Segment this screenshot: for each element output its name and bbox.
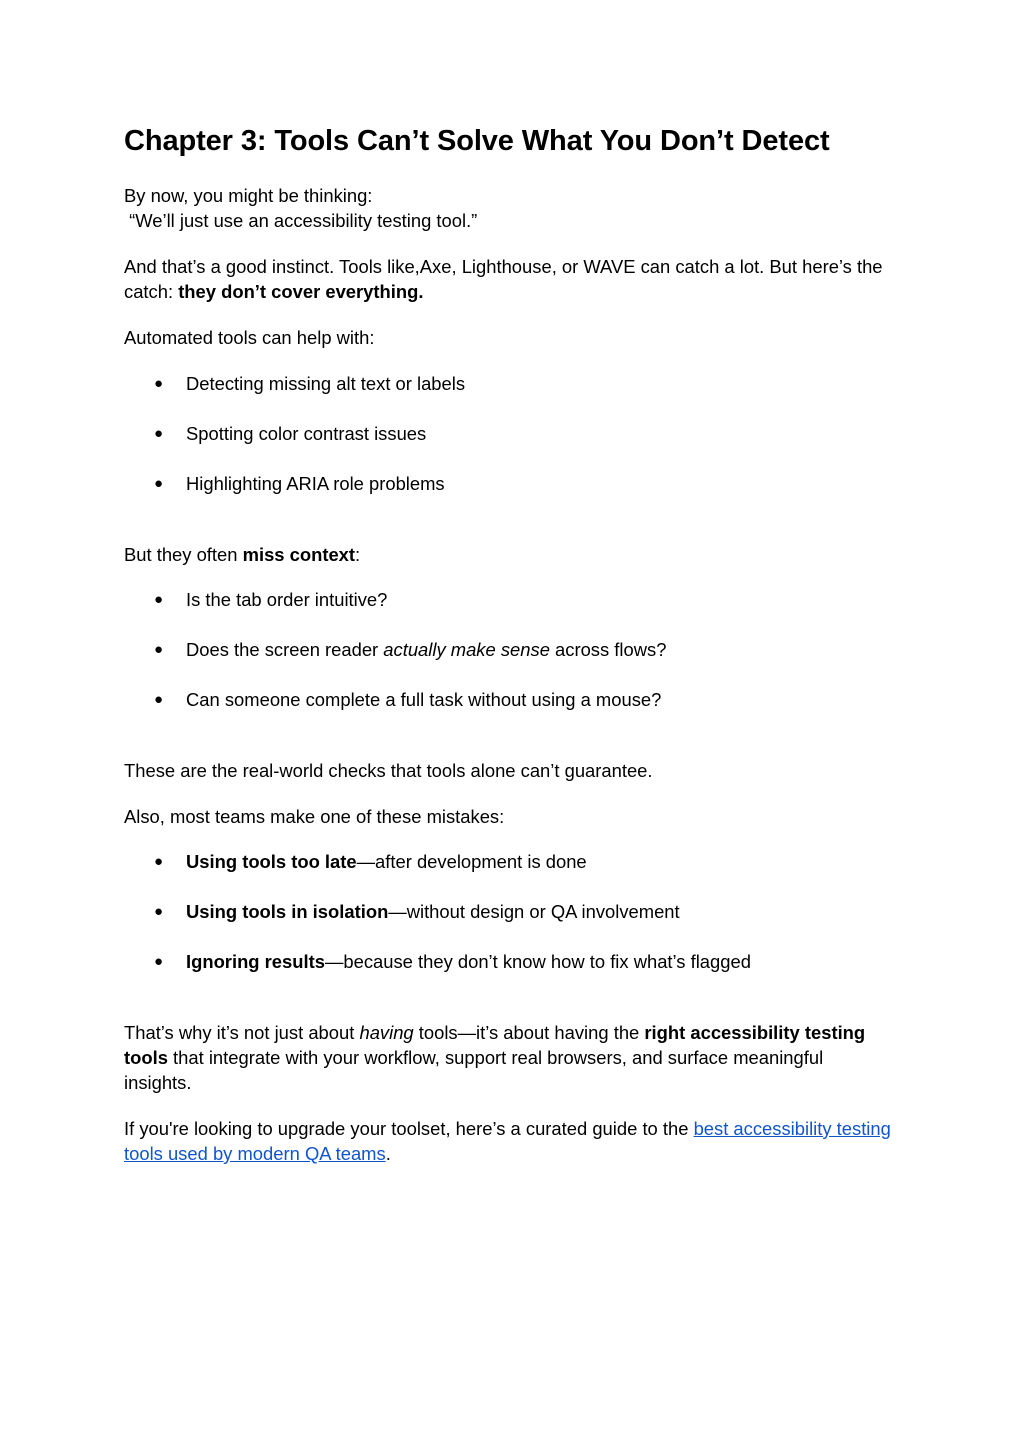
document-page [124, 122, 894, 1166]
miss-after: : [355, 544, 361, 565]
mistakes-paragraph: Also, most teams make one of these mistakes: [124, 806, 505, 827]
list-item [124, 849, 894, 874]
realworld-paragraph: These are the real-world checks that tools alone can’t guarantee. [124, 760, 653, 781]
list-item [124, 471, 894, 496]
having-paragraph [124, 1020, 894, 1095]
list-item-text: —after development is done [356, 851, 587, 872]
bullet-icon: ● [154, 375, 164, 392]
list-item-after: across flows? [549, 639, 667, 660]
list-item-text: Spotting color contrast issues [186, 423, 427, 444]
intro-line-2: “We’ll just use an accessibility testing tool.” [124, 210, 478, 231]
miss-list [124, 587, 894, 712]
list-item-bold: Ignoring results [186, 951, 325, 972]
miss-context-paragraph [124, 542, 894, 567]
list-item-text: Is the tab order intuitive? [186, 589, 388, 610]
list-item-text: —because they don’t know how to fix what’s flagged [324, 951, 751, 972]
list-item [124, 949, 894, 974]
list-item [124, 371, 894, 396]
bullet-icon: ● [154, 853, 164, 870]
bullet-icon: ● [154, 691, 164, 708]
having-after: that integrate with your workflow, support real browsers, and surface meaningful insights. [124, 1047, 824, 1093]
automated-paragraph: Automated tools can help with: [124, 327, 375, 348]
having-italic: having [359, 1022, 414, 1043]
chapter-title: Chapter 3: Tools Can’t Solve What You Don’t Detect [124, 125, 830, 157]
list-item-italic: actually make sense [383, 639, 550, 660]
upgrade-after: . [385, 1143, 391, 1164]
list-item-text: Detecting missing alt text or labels [186, 373, 466, 394]
list-item [124, 587, 894, 612]
list-item [124, 687, 894, 712]
bullet-icon: ● [154, 953, 164, 970]
list-item [124, 637, 894, 662]
bullet-icon: ● [154, 475, 164, 492]
bullet-icon: ● [154, 591, 164, 608]
list-item-text: —without design or QA involvement [388, 901, 680, 922]
list-item-text: Can someone complete a full task without using a mouse? [186, 689, 662, 710]
list-item-bold: Using tools in isolation [186, 901, 389, 922]
miss-before: But they often [124, 544, 243, 565]
instinct-bold: they don’t cover everything. [178, 281, 424, 302]
bullet-icon: ● [154, 425, 164, 442]
bullet-icon: ● [154, 903, 164, 920]
intro-paragraph [124, 183, 894, 233]
mistakes-list [124, 849, 894, 974]
help-list [124, 371, 894, 496]
having-bold: right accessibility testing tools [124, 1022, 866, 1068]
intro-line-1: By now, you might be thinking: [124, 185, 373, 206]
having-before: That’s why it’s not just about [124, 1022, 360, 1043]
best-tools-link[interactable]: best accessibility testing tools used by modern QA teams [124, 1118, 891, 1164]
list-item-text: Highlighting ARIA role problems [186, 473, 445, 494]
list-item-bold: Using tools too late [186, 851, 357, 872]
having-middle: tools—it’s about having the [413, 1022, 645, 1043]
list-item [124, 899, 894, 924]
bullet-icon: ● [154, 641, 164, 658]
upgrade-paragraph [124, 1116, 894, 1166]
list-item-before: Does the screen reader [186, 639, 384, 660]
miss-bold: miss context [242, 544, 356, 565]
instinct-text: And that’s a good instinct. Tools like,Axe, Lighthouse, or WAVE can catch a lot. But here’s the catch: [124, 256, 883, 302]
upgrade-before: If you're looking to upgrade your toolset, here’s a curated guide to the [124, 1118, 694, 1139]
instinct-paragraph [124, 254, 894, 304]
list-item [124, 421, 894, 446]
